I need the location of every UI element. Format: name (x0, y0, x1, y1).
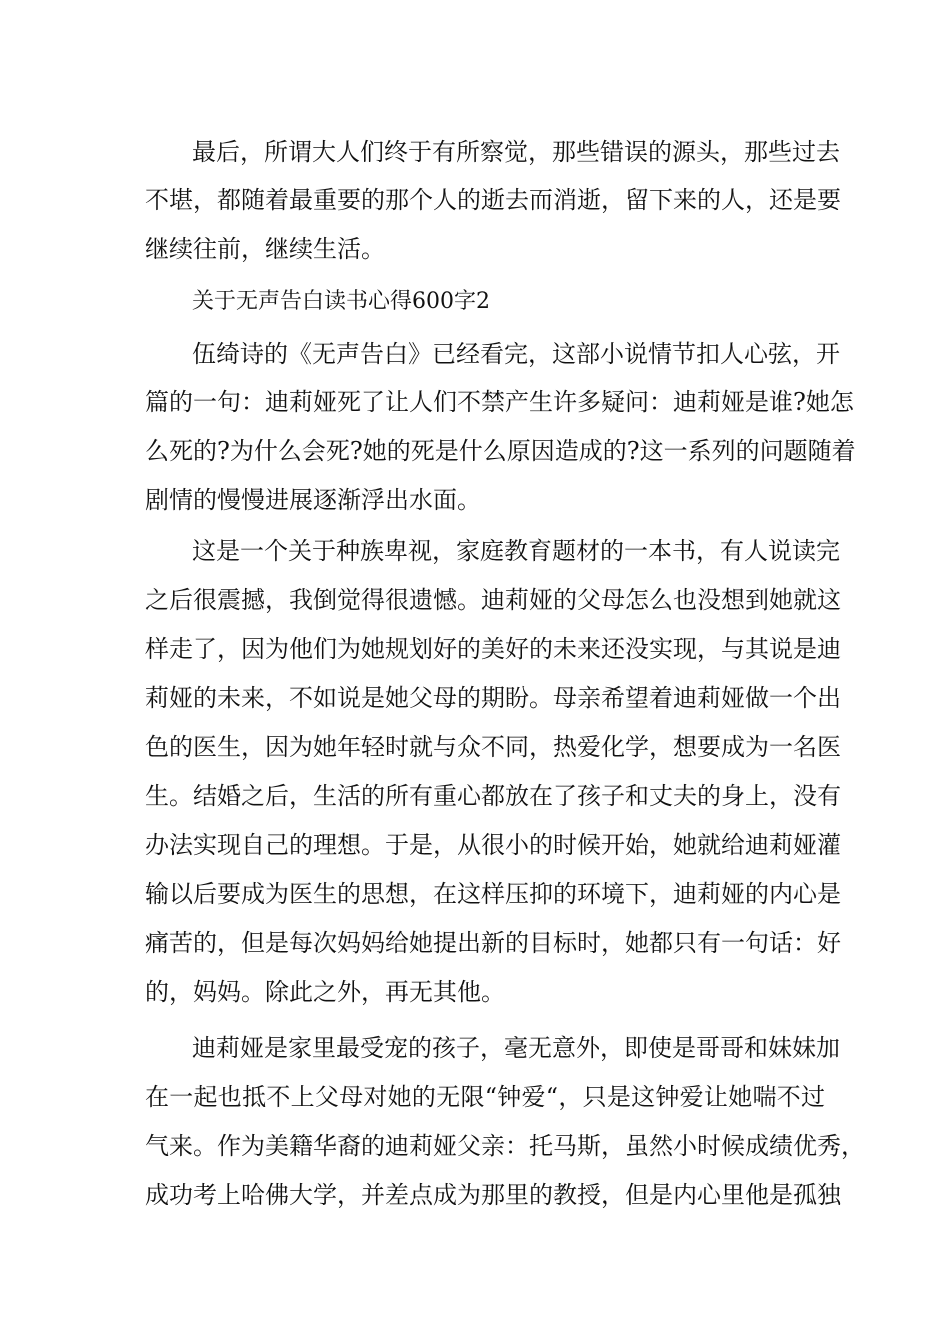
paragraph-line: 气来。作为美籍华裔的迪莉娅父亲：托马斯，虽然小时候成绩优秀， (145, 1132, 865, 1160)
paragraph-line: 伍绮诗的《无声告白》已经看完，这部小说情节扣人心弦，开 (192, 340, 840, 368)
paragraph-line: 最后，所谓大人们终于有所察觉，那些错误的源头，那些过去 (192, 138, 840, 166)
paragraph-line: 剧情的慢慢进展逐渐浮出水面。 (145, 486, 481, 514)
paragraph-line: 的，妈妈。除此之外，再无其他。 (145, 978, 505, 1006)
paragraph-line: 在一起也抵不上父母对她的无限“钟爱“，只是这钟爱让她喘不过 (145, 1083, 825, 1111)
paragraph-line: 之后很震撼，我倒觉得很遗憾。迪莉娅的父母怎么也没想到她就这 (145, 586, 841, 614)
paragraph-line: 生。结婚之后，生活的所有重心都放在了孩子和丈夫的身上，没有 (145, 782, 841, 810)
paragraph-line: 痛苦的，但是每次妈妈给她提出新的目标时，她都只有一句话：好 (145, 929, 841, 957)
paragraph-line: 不堪，都随着最重要的那个人的逝去而消逝，留下来的人，还是要 (145, 186, 841, 214)
section-heading: 关于无声告白读书心得600字2 (192, 289, 490, 314)
paragraph-line: 办法实现自己的理想。于是，从很小的时候开始，她就给迪莉娅灌 (145, 831, 841, 859)
paragraph-line: 莉娅的未来，不如说是她父母的期盼。母亲希望着迪莉娅做一个出 (145, 684, 841, 712)
paragraph-line: 迪莉娅是家里最受宠的孩子，毫无意外，即使是哥哥和妹妹加 (192, 1034, 840, 1062)
paragraph-line: 样走了，因为他们为她规划好的美好的未来还没实现，与其说是迪 (145, 635, 841, 663)
paragraph-line: 成功考上哈佛大学，并差点成为那里的教授，但是内心里他是孤独 (145, 1181, 841, 1209)
paragraph-line: 继续往前，继续生活。 (145, 235, 385, 263)
paragraph-line: 输以后要成为医生的思想，在这样压抑的环境下，迪莉娅的内心是 (145, 880, 841, 908)
paragraph-line: 这是一个关于种族卑视，家庭教育题材的一本书，有人说读完 (192, 537, 840, 565)
paragraph-line: 么死的?为什么会死?她的死是什么原因造成的?这一系列的问题随着 (145, 437, 856, 465)
paragraph-line: 色的医生，因为她年轻时就与众不同，热爱化学，想要成为一名医 (145, 733, 841, 761)
paragraph-line: 篇的一句：迪莉娅死了让人们不禁产生许多疑问：迪莉娅是谁?她怎 (145, 388, 854, 416)
